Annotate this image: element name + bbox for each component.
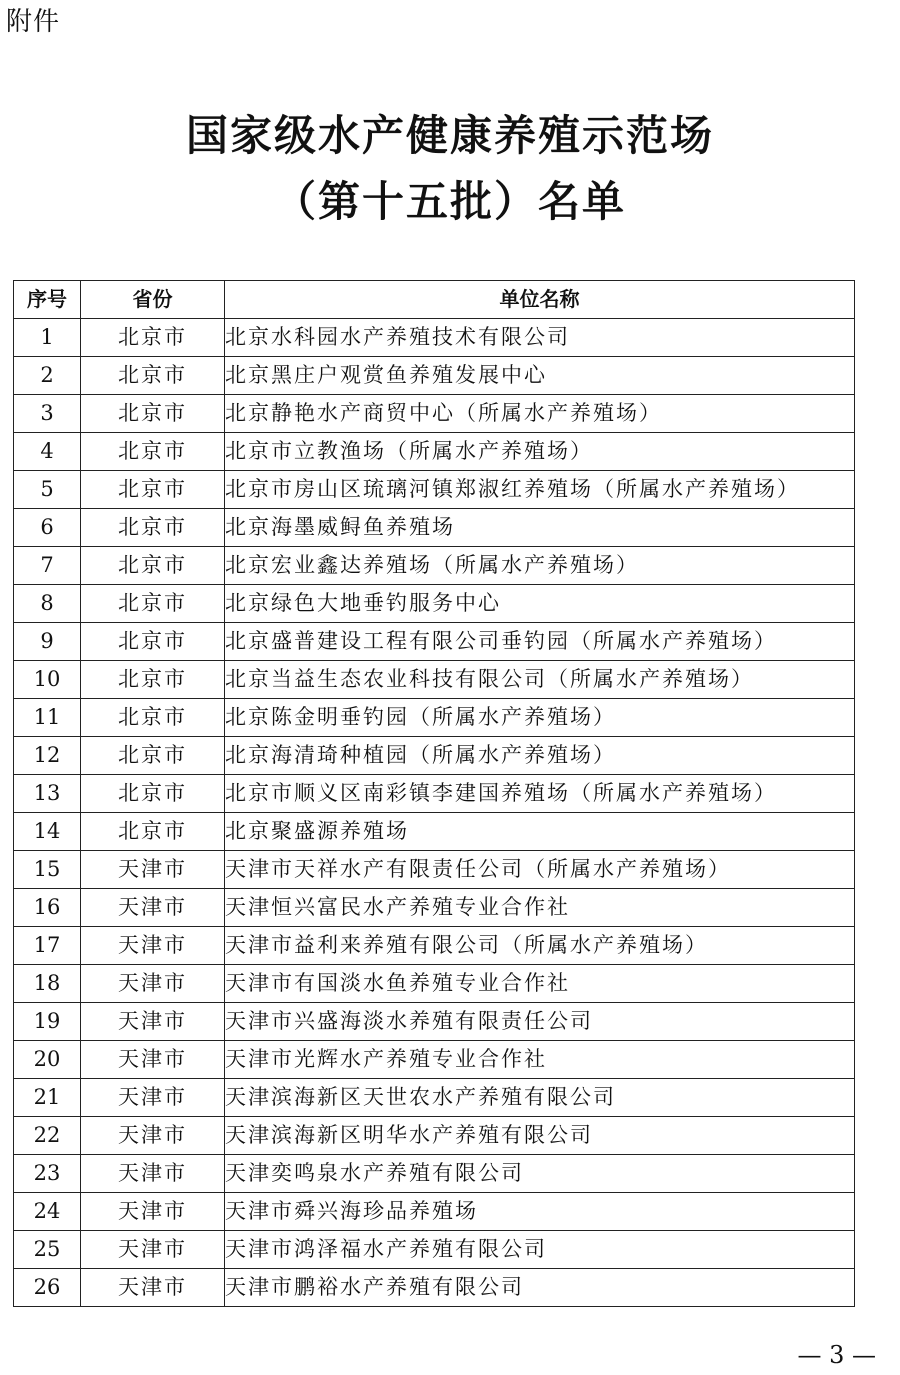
unit-name-cell: 天津滨海新区明华水产养殖有限公司 bbox=[225, 1117, 855, 1155]
province-cell: 天津市 bbox=[81, 1193, 225, 1231]
province-cell: 北京市 bbox=[81, 623, 225, 661]
unit-name-cell: 北京绿色大地垂钓服务中心 bbox=[225, 585, 855, 623]
unit-name-cell: 天津市光辉水产养殖专业合作社 bbox=[225, 1041, 855, 1079]
column-header-province: 省份 bbox=[81, 281, 225, 319]
table-row bbox=[14, 1193, 855, 1231]
province-cell: 天津市 bbox=[81, 1079, 225, 1117]
row-number-cell: 20 bbox=[14, 1041, 81, 1079]
row-number-cell: 12 bbox=[14, 737, 81, 775]
province-cell: 北京市 bbox=[81, 509, 225, 547]
province-cell: 北京市 bbox=[81, 319, 225, 357]
page-number: — 3 — bbox=[797, 1341, 876, 1369]
unit-name-cell: 天津市有国淡水鱼养殖专业合作社 bbox=[225, 965, 855, 1003]
row-number-cell: 3 bbox=[14, 395, 81, 433]
row-number-cell: 5 bbox=[14, 471, 81, 509]
unit-name-cell: 北京宏业鑫达养殖场（所属水产养殖场） bbox=[225, 547, 855, 585]
table-row bbox=[14, 661, 855, 699]
unit-name-cell: 北京水科园水产养殖技术有限公司 bbox=[225, 319, 855, 357]
unit-name-cell: 北京静艳水产商贸中心（所属水产养殖场） bbox=[225, 395, 855, 433]
province-cell: 北京市 bbox=[81, 585, 225, 623]
row-number-cell: 2 bbox=[14, 357, 81, 395]
row-number-cell: 16 bbox=[14, 889, 81, 927]
table-row bbox=[14, 699, 855, 737]
unit-name-cell: 天津市兴盛海淡水养殖有限责任公司 bbox=[225, 1003, 855, 1041]
unit-name-cell: 北京市房山区琉璃河镇郑淑红养殖场（所属水产养殖场） bbox=[225, 471, 855, 509]
province-cell: 北京市 bbox=[81, 737, 225, 775]
province-cell: 天津市 bbox=[81, 1003, 225, 1041]
unit-name-cell: 北京盛普建设工程有限公司垂钓园（所属水产养殖场） bbox=[225, 623, 855, 661]
province-cell: 北京市 bbox=[81, 775, 225, 813]
document-title-line-1: 国家级水产健康养殖示范场 bbox=[185, 111, 714, 160]
row-number-cell: 25 bbox=[14, 1231, 81, 1269]
unit-name-cell: 北京海清琦种植园（所属水产养殖场） bbox=[225, 737, 855, 775]
table-row bbox=[14, 889, 855, 927]
table-row bbox=[14, 471, 855, 509]
row-number-cell: 17 bbox=[14, 927, 81, 965]
unit-name-cell: 北京当益生态农业科技有限公司（所属水产养殖场） bbox=[225, 661, 855, 699]
province-cell: 天津市 bbox=[81, 1231, 225, 1269]
table-row bbox=[14, 585, 855, 623]
table-row bbox=[14, 509, 855, 547]
province-cell: 天津市 bbox=[81, 965, 225, 1003]
table-row bbox=[14, 357, 855, 395]
row-number-cell: 18 bbox=[14, 965, 81, 1003]
province-cell: 天津市 bbox=[81, 1117, 225, 1155]
province-cell: 天津市 bbox=[81, 927, 225, 965]
unit-name-cell: 天津恒兴富民水产养殖专业合作社 bbox=[225, 889, 855, 927]
table-header-row bbox=[14, 281, 855, 319]
province-cell: 北京市 bbox=[81, 813, 225, 851]
table-row bbox=[14, 1003, 855, 1041]
province-cell: 北京市 bbox=[81, 661, 225, 699]
table-row bbox=[14, 395, 855, 433]
row-number-cell: 22 bbox=[14, 1117, 81, 1155]
row-number-cell: 9 bbox=[14, 623, 81, 661]
unit-name-cell: 天津市鸿泽福水产养殖有限公司 bbox=[225, 1231, 855, 1269]
table-row bbox=[14, 1041, 855, 1079]
table-row bbox=[14, 1155, 855, 1193]
table-row bbox=[14, 623, 855, 661]
row-number-cell: 26 bbox=[14, 1269, 81, 1307]
row-number-cell: 10 bbox=[14, 661, 81, 699]
table-row bbox=[14, 775, 855, 813]
table-row bbox=[14, 813, 855, 851]
table-row bbox=[14, 965, 855, 1003]
province-cell: 天津市 bbox=[81, 1041, 225, 1079]
column-header-no: 序号 bbox=[14, 281, 81, 319]
row-number-cell: 6 bbox=[14, 509, 81, 547]
unit-name-cell: 北京陈金明垂钓园（所属水产养殖场） bbox=[225, 699, 855, 737]
province-cell: 北京市 bbox=[81, 471, 225, 509]
unit-name-cell: 天津市天祥水产有限责任公司（所属水产养殖场） bbox=[225, 851, 855, 889]
row-number-cell: 24 bbox=[14, 1193, 81, 1231]
row-number-cell: 23 bbox=[14, 1155, 81, 1193]
unit-name-cell: 天津滨海新区天世农水产养殖有限公司 bbox=[225, 1079, 855, 1117]
row-number-cell: 15 bbox=[14, 851, 81, 889]
unit-name-cell: 天津奕鸣泉水产养殖有限公司 bbox=[225, 1155, 855, 1193]
province-cell: 北京市 bbox=[81, 357, 225, 395]
table-row bbox=[14, 1079, 855, 1117]
unit-name-cell: 北京市立教渔场（所属水产养殖场） bbox=[225, 433, 855, 471]
table-row bbox=[14, 547, 855, 585]
table-row bbox=[14, 851, 855, 889]
province-cell: 北京市 bbox=[81, 433, 225, 471]
row-number-cell: 4 bbox=[14, 433, 81, 471]
province-cell: 天津市 bbox=[81, 1269, 225, 1307]
province-cell: 北京市 bbox=[81, 547, 225, 585]
table-row bbox=[14, 927, 855, 965]
table-body bbox=[14, 319, 855, 1307]
unit-name-cell: 北京黑庄户观赏鱼养殖发展中心 bbox=[225, 357, 855, 395]
province-cell: 天津市 bbox=[81, 851, 225, 889]
row-number-cell: 19 bbox=[14, 1003, 81, 1041]
table-row bbox=[14, 433, 855, 471]
table-row bbox=[14, 1117, 855, 1155]
row-number-cell: 11 bbox=[14, 699, 81, 737]
table-row bbox=[14, 1231, 855, 1269]
row-number-cell: 8 bbox=[14, 585, 81, 623]
unit-name-cell: 天津市舜兴海珍品养殖场 bbox=[225, 1193, 855, 1231]
unit-name-cell: 天津市鹏裕水产养殖有限公司 bbox=[225, 1269, 855, 1307]
row-number-cell: 21 bbox=[14, 1079, 81, 1117]
table-row bbox=[14, 1269, 855, 1307]
province-cell: 北京市 bbox=[81, 699, 225, 737]
row-number-cell: 7 bbox=[14, 547, 81, 585]
unit-name-cell: 北京市顺义区南彩镇李建国养殖场（所属水产养殖场） bbox=[225, 775, 855, 813]
province-cell: 天津市 bbox=[81, 889, 225, 927]
column-header-unit-name: 单位名称 bbox=[225, 281, 855, 319]
province-cell: 天津市 bbox=[81, 1155, 225, 1193]
row-number-cell: 14 bbox=[14, 813, 81, 851]
row-number-cell: 1 bbox=[14, 319, 81, 357]
attachment-label: 附件 bbox=[6, 7, 61, 37]
unit-name-cell: 天津市益利来养殖有限公司（所属水产养殖场） bbox=[225, 927, 855, 965]
table-row bbox=[14, 319, 855, 357]
document-title-line-2: （第十五批）名单 bbox=[273, 177, 626, 226]
unit-name-cell: 北京聚盛源养殖场 bbox=[225, 813, 855, 851]
row-number-cell: 13 bbox=[14, 775, 81, 813]
province-cell: 北京市 bbox=[81, 395, 225, 433]
table-row bbox=[14, 737, 855, 775]
demonstration-farm-table bbox=[13, 280, 855, 1307]
unit-name-cell: 北京海墨威鲟鱼养殖场 bbox=[225, 509, 855, 547]
